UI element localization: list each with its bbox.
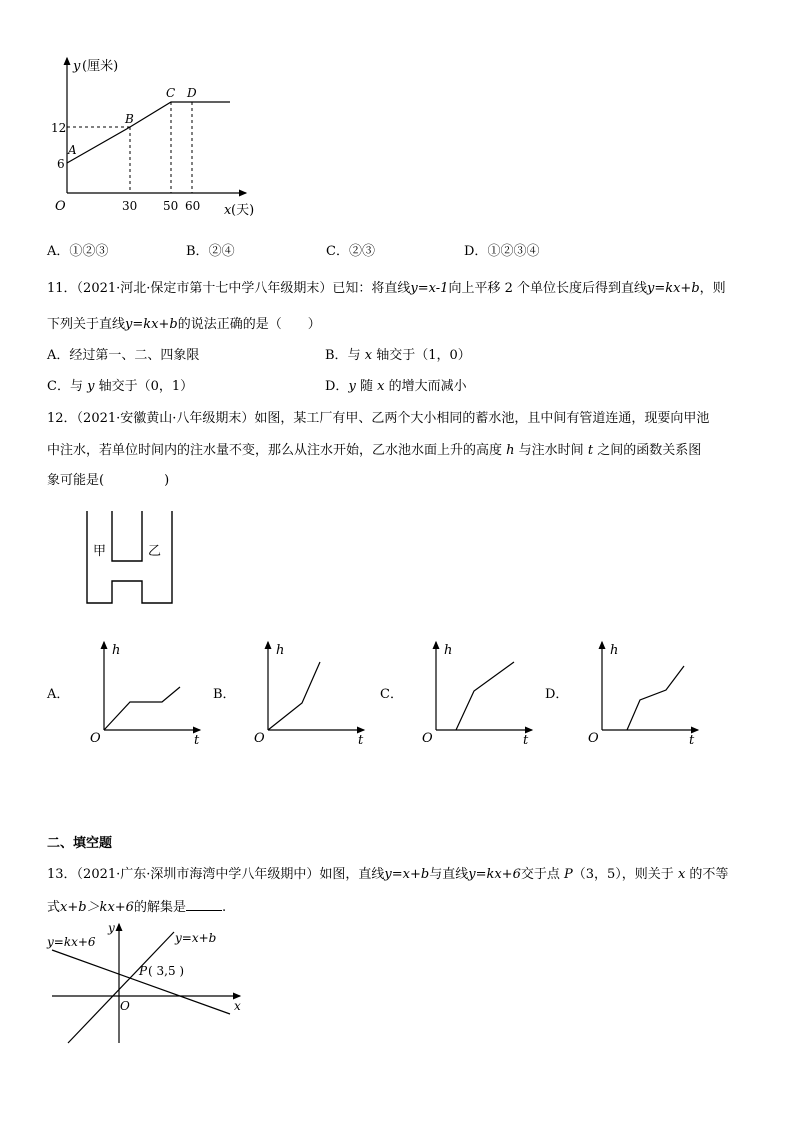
q10-point-c: C [166,86,176,100]
q13-origin: O [120,999,130,1013]
q13-line-2: 式x+b＞kx+6的解集是 . [47,900,227,915]
q10-xtick-50: 50 [163,199,179,213]
q10-y-var: y [73,59,81,74]
q10-xtick-60: 60 [185,199,201,213]
q12-option-c-label[interactable]: C． [380,687,403,702]
q10-point-a: A [68,143,77,157]
q10-option-c[interactable]: C．②③ [326,244,375,259]
q12-graph-c-curve [456,662,514,730]
q12-graph-a-x-label: t [194,733,200,748]
q10-y-unit: (厘米) [82,59,119,74]
q13-point-coord: ( 3,5 ) [148,964,185,978]
q13-y-label: y [108,921,115,935]
q12-line-2: 中注水，若单位时间内的注水量不变，那么从注水开始，乙水池水面上升的高度 h 与注水时间 t 之间的函数关系图 [47,443,702,458]
q11-line-2: 下列关于直线y=kx+b的说法正确的是（ ） [47,317,321,332]
q12-graph-a[interactable] [80,638,210,748]
q12-graph-d[interactable] [578,638,708,748]
q12-graph-b-y-label: h [276,643,285,658]
q10-origin: O [55,199,66,214]
q12-option-d-label[interactable]: D． [545,687,569,702]
q13-line-xb-label: y=x+b [175,931,217,945]
q12-graph-b[interactable] [244,638,374,748]
q10-x-var: x [224,203,232,218]
q12-tank-figure [82,508,178,608]
q11-line-1: 11．（2021·河北·保定市第十七中学八年级期末）已知：将直线y=x-1向上平移 2 个单位长度后得到直线y=kx+b，则 [47,281,726,296]
q10-option-b[interactable]: B．②④ [186,244,235,259]
q12-graph-c-y-label: h [444,643,453,658]
q10-option-d[interactable]: D．①②③④ [464,244,540,259]
q12-tank-right-label: 乙 [148,544,162,559]
q10-xtick-30: 30 [122,199,138,213]
q13-point-label: P [139,964,148,978]
q12-graph-d-y-label: h [610,643,619,658]
q10-figure [40,50,270,225]
q13-x-label: x [234,999,241,1013]
q12-line-1: 12．（2021·安徽黄山·八年级期末）如图，某工厂有甲、乙两个大小相同的蓄水池，且中间有管道连通，现要向甲池 [47,411,710,426]
q12-line-3: 象可能是( ) [47,473,170,488]
q12-graph-d-x-label: t [689,733,695,748]
q10-point-b: B [125,112,134,126]
q12-graph-c-x-label: t [523,733,529,748]
q13-line-1: 13．（2021·广东·深圳市海湾中学八年级期中）如图，直线y=x+b与直线y=kx+6交于点 P（3，5），则关于 x 的不等 [47,867,729,882]
q12-option-a-label[interactable]: A． [47,687,70,702]
q11-option-c[interactable]: C．与 y 轴交于（0，1） [47,379,194,394]
q12-graph-c[interactable] [412,638,542,748]
q12-tank-left-label: 甲 [93,544,107,559]
q10-point-d: D [187,86,197,100]
q13-line-kx6 [52,950,230,1014]
q12-graph-a-curve [104,687,180,730]
q11-option-d[interactable]: D．y 随 x 的增大而减小 [325,379,467,394]
q10-graph-line [67,102,230,163]
q11-option-a[interactable]: A．经过第一、二、四象限 [47,348,200,363]
q11-option-b[interactable]: B．与 x 轴交于（1，0） [325,348,471,363]
q10-ytick-6: 6 [57,157,65,171]
q13-figure [44,918,254,1046]
q13-line-kx6-label: y=kx+6 [47,935,96,949]
q12-graph-d-curve [627,666,684,730]
q12-graph-b-curve [268,662,320,730]
q10-x-unit: (天) [231,203,255,218]
q12-graph-c-origin: O [422,731,433,746]
q12-option-b-label[interactable]: B． [213,687,236,702]
q12-graph-b-origin: O [254,731,265,746]
q12-graph-a-y-label: h [112,643,121,658]
q13-answer-blank[interactable] [186,898,222,911]
q12-graph-d-origin: O [588,731,599,746]
section-title-fill-blank: 二、填空题 [47,836,113,851]
q12-graph-a-origin: O [90,731,101,746]
q10-ytick-12: 12 [51,121,67,135]
q10-option-a[interactable]: A．①②③ [47,244,109,259]
q12-graph-b-x-label: t [358,733,364,748]
